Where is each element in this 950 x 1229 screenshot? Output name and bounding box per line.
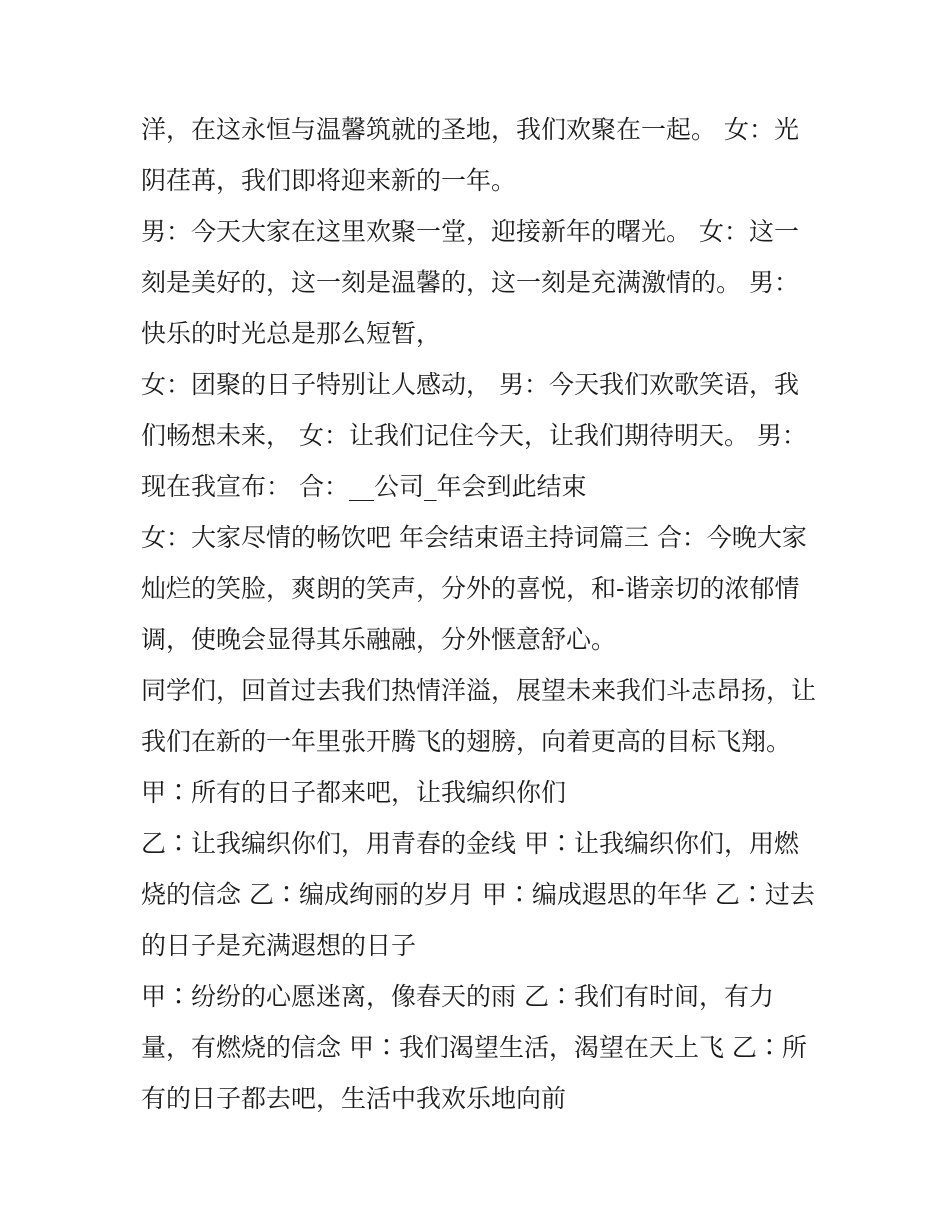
text-line: 我们在新的一年里张开腾飞的翅膀，向着更高的目标飞翔。 [141,727,792,756]
text-line: 刻是美好的，这一刻是温馨的，这一刻是充满激情的。 男： [141,268,799,297]
text-line: 快乐的时光总是那么短暂， [141,319,442,348]
text-line: 甲∶所有的日子都来吧，让我编织你们 [141,778,567,807]
text-line: 调，使晚会显得其乐融融，分外惬意舒心。 [141,625,617,654]
text-line: 乙∶让我编织你们，用青春的金线 甲∶让我编织你们，用燃 [141,829,799,858]
text-line: 现在我宣布： 合：__公司_年会到此结束 [141,472,587,501]
text-line: 灿烂的笑脸，爽朗的笑声，分外的喜悦，和-谐亲切的浓郁情 [141,574,800,603]
text-line: 女：大家尽情的畅饮吧 年会结束语主持词篇三 合：今晚大家 [141,523,807,552]
text-line: 量，有燃烧的信念 甲∶我们渴望生活，渴望在天上飞 乙∶所 [141,1033,807,1062]
text-line: 的日子是充满遐想的日子 [141,931,417,960]
text-line: 女：团聚的日子特别让人感动， 男：今天我们欢歌笑语，我 [141,370,799,399]
text-line: 阴荏苒，我们即将迎来新的一年。 [141,166,517,195]
text-line: 有的日子都去吧，生活中我欢乐地向前 [141,1084,567,1113]
document-body [141,104,821,1124]
text-line: 烧的信念 乙∶编成绚丽的岁月 甲∶编成遐思的年华 乙∶过去 [141,880,815,909]
text-line: 们畅想未来， 女：让我们记住今天，让我们期待明天。 男： [141,421,807,450]
text-line: 同学们，回首过去我们热情洋溢，展望未来我们斗志昂扬，让 [141,676,817,705]
text-line: 甲∶纷纷的心愿迷离，像春天的雨 乙∶我们有时间，有力 [141,982,774,1011]
text-line: 洋，在这永恒与温馨筑就的圣地，我们欢聚在一起。 女：光 [141,115,799,144]
text-line: 男：今天大家在这里欢聚一堂，迎接新年的曙光。 女：这一 [141,217,799,246]
